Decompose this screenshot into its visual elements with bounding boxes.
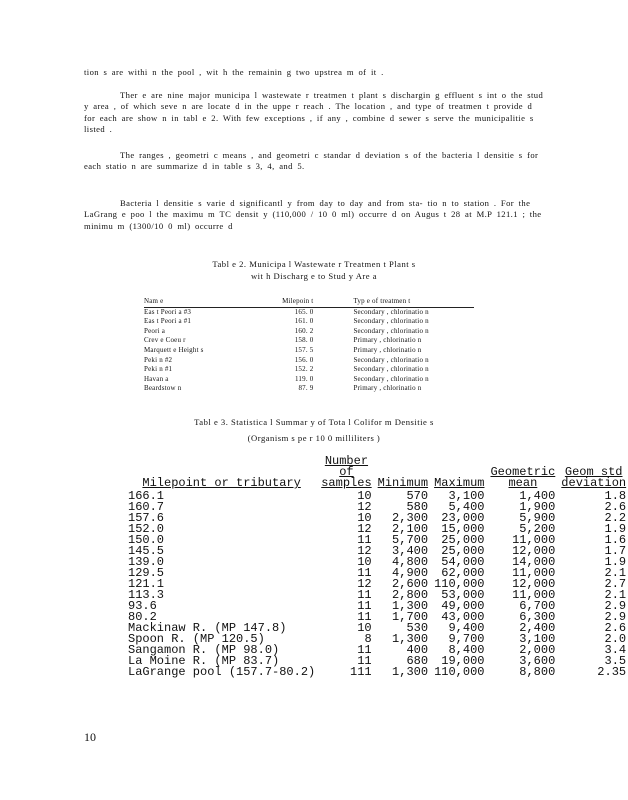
table2-row: [144, 327, 474, 337]
samples-cell: 12: [357, 544, 372, 558]
maximum-cell: 9,700: [448, 632, 485, 646]
table2-header-milepoint: Milepoin t: [239, 297, 353, 307]
maximum-cell: 9,400: [448, 621, 485, 635]
table3-header-maximum: Maximum: [434, 476, 485, 490]
maximum-cell: 49,000: [441, 599, 485, 613]
samples-cell: 12: [357, 522, 372, 536]
site-cell: 150.0: [128, 533, 165, 547]
geostd-cell: 2.2: [604, 511, 627, 525]
table3-header-geostd: Geom std deviation: [561, 465, 627, 490]
geostd-cell: 3.5: [604, 654, 627, 668]
plant-milepoint: 87. 9: [298, 384, 314, 393]
plant-milepoint: 152. 2: [294, 365, 314, 374]
samples-cell: 11: [357, 654, 372, 668]
geostd-cell: 2.9: [604, 599, 627, 613]
plant-milepoint: 161. 0: [294, 317, 314, 326]
plant-name: Peori a: [144, 326, 166, 335]
table3-header-geomean: Geometric mean: [490, 465, 556, 490]
geomean-cell: 12,000: [512, 577, 556, 591]
plant-milepoint: 119. 0: [294, 374, 314, 383]
table2-header-row: [144, 297, 474, 307]
plant-milepoint: 156. 0: [294, 355, 314, 364]
samples-cell: 10: [357, 511, 372, 525]
site-cell: 160.7: [128, 500, 165, 514]
plant-name: Eas t Peori a #3: [144, 307, 192, 316]
minimum-cell: 680: [406, 654, 429, 668]
plant-treatment: Secondary , chlorinatio n: [353, 326, 429, 335]
site-cell: 80.2: [128, 610, 157, 624]
maximum-cell: 3,100: [448, 489, 485, 503]
site-cell: 166.1: [128, 489, 165, 503]
minimum-cell: 1,300: [392, 599, 429, 613]
table3-header-samples: Number of samples: [321, 454, 372, 490]
paragraph-treatment-plants: Ther e are nine major municipa l wastewate r treatmen t plant s dischargin g effluent s int o the stud y area , of which seve n are locate d in the uppe r reach . The location , and type of treatmen t provide d for each are show n in tabl e 2. With few exceptions , if any , combine d sewer s serve the municipalitie s listed .: [84, 90, 544, 135]
geomean-cell: 11,000: [512, 566, 556, 580]
table3-caption: Tabl e 3. Statistica l Summar y of Tota l Colifor m Densitie s: [194, 417, 434, 427]
plant-treatment: Secondary , chlorinatio n: [353, 317, 429, 326]
site-cell: La Moine R. (MP 83.7): [128, 654, 280, 668]
page-number: 10: [84, 730, 96, 744]
geomean-cell: 6,300: [519, 610, 556, 624]
samples-cell: 111: [350, 665, 372, 679]
table2-header-name: Nam e: [144, 297, 239, 307]
minimum-cell: 4,800: [392, 555, 429, 569]
site-cell: 152.0: [128, 522, 165, 536]
table2-row: [144, 317, 474, 327]
maximum-cell: 15,000: [441, 522, 485, 536]
paragraph-statistics: The ranges , geometri c means , and geometri c standar d deviation s of the bacteria l densitie s for each statio n are summarize d in table s 3, 4, and 5.: [84, 150, 539, 172]
plant-milepoint: 158. 0: [294, 336, 314, 345]
geostd-cell: 2.0: [604, 632, 627, 646]
table2-header-treatment: Typ e of treatmen t: [353, 297, 474, 307]
table2-row: [144, 365, 474, 375]
site-cell: LaGrange pool (157.7-80.2): [128, 665, 316, 679]
geomean-cell: 14,000: [512, 555, 556, 569]
minimum-cell: 2,600: [392, 577, 429, 591]
plant-name: Peki n #1: [144, 365, 173, 374]
geomean-cell: 3,100: [519, 632, 556, 646]
geostd-cell: 1.8: [604, 489, 627, 503]
geomean-cell: 6,700: [519, 599, 556, 613]
maximum-cell: 110,000: [434, 665, 485, 679]
plant-treatment: Primary , chlorinatio n: [353, 345, 422, 354]
maximum-cell: 110,000: [434, 577, 485, 591]
geostd-cell: 1.9: [604, 522, 627, 536]
minimum-cell: 580: [406, 500, 429, 514]
samples-cell: 11: [357, 599, 372, 613]
samples-cell: 10: [357, 489, 372, 503]
geostd-cell: 2.6: [604, 621, 627, 635]
plant-treatment: Secondary , chlorinatio n: [353, 307, 429, 316]
plant-milepoint: 160. 2: [294, 326, 314, 335]
samples-cell: 10: [357, 621, 372, 635]
samples-cell: 11: [357, 610, 372, 624]
maximum-cell: 8,400: [448, 643, 485, 657]
table3-row: [128, 667, 628, 678]
geomean-cell: 3,600: [519, 654, 556, 668]
site-cell: 139.0: [128, 555, 165, 569]
samples-cell: 11: [357, 533, 372, 547]
plant-name: Peki n #2: [144, 355, 173, 364]
geostd-cell: 2.7: [604, 577, 627, 591]
site-cell: 145.5: [128, 544, 165, 558]
maximum-cell: 25,000: [441, 533, 485, 547]
geostd-cell: 2.1: [604, 588, 627, 602]
table2-caption: Tabl e 2. Municipa l Wastewate r Treatmen t Plant s: [212, 259, 416, 269]
table3-coliform-summary: [128, 456, 628, 678]
minimum-cell: 4,900: [392, 566, 429, 580]
minimum-cell: 3,400: [392, 544, 429, 558]
table2-row: [144, 356, 474, 366]
samples-cell: 8: [364, 632, 372, 646]
minimum-cell: 5,700: [392, 533, 429, 547]
geomean-cell: 8,800: [519, 665, 556, 679]
table2-row: [144, 375, 474, 385]
table2-caption-line2: wit h Discharg e to Stud y Are a: [250, 271, 378, 281]
table2-row: [144, 346, 474, 356]
minimum-cell: 2,800: [392, 588, 429, 602]
site-cell: 129.5: [128, 566, 165, 580]
plant-milepoint: 165. 0: [294, 307, 314, 316]
maximum-cell: 5,400: [448, 500, 485, 514]
geomean-cell: 12,000: [512, 544, 556, 558]
site-cell: Spoon R. (MP 120.5): [128, 632, 265, 646]
table3-header-row: [128, 456, 628, 491]
samples-cell: 11: [357, 643, 372, 657]
plant-treatment: Secondary , chlorinatio n: [353, 374, 429, 383]
geomean-cell: 2,000: [519, 643, 556, 657]
table3-caption-line2: (Organism s pe r 10 0 milliliters ): [247, 433, 381, 443]
maximum-cell: 19,000: [441, 654, 485, 668]
plant-name: Crev e Coeu r: [144, 336, 186, 345]
site-cell: 157.6: [128, 511, 165, 525]
table2-row: [144, 307, 474, 317]
geomean-cell: 1,900: [519, 500, 556, 514]
minimum-cell: 2,300: [392, 511, 429, 525]
geostd-cell: 3.4: [604, 643, 627, 657]
geostd-cell: 1.9: [604, 555, 627, 569]
plant-name: Eas t Peori a #1: [144, 317, 192, 326]
minimum-cell: 530: [406, 621, 429, 635]
maximum-cell: 43,000: [441, 610, 485, 624]
samples-cell: 10: [357, 555, 372, 569]
maximum-cell: 25,000: [441, 544, 485, 558]
maximum-cell: 23,000: [441, 511, 485, 525]
table3-header-minimum: Minimum: [377, 476, 429, 490]
samples-cell: 11: [357, 588, 372, 602]
geostd-cell: 2.1: [604, 566, 627, 580]
plant-treatment: Primary , chlorinatio n: [353, 336, 422, 345]
plant-name: Havan a: [144, 374, 169, 383]
geostd-cell: 1.7: [604, 544, 627, 558]
site-cell: Sangamon R. (MP 98.0): [128, 643, 280, 657]
plant-milepoint: 157. 5: [294, 345, 314, 354]
geostd-cell: 2.35: [597, 665, 627, 679]
samples-cell: 12: [357, 500, 372, 514]
plant-name: Marquett e Height s: [144, 345, 204, 354]
samples-cell: 11: [357, 566, 372, 580]
plant-treatment: Primary , chlorinatio n: [353, 384, 422, 393]
site-cell: 121.1: [128, 577, 165, 591]
site-cell: 93.6: [128, 599, 157, 613]
minimum-cell: 570: [406, 489, 429, 503]
maximum-cell: 62,000: [441, 566, 485, 580]
plant-name: Beardstow n: [144, 384, 182, 393]
minimum-cell: 1,700: [392, 610, 429, 624]
geomean-cell: 2,400: [519, 621, 556, 635]
maximum-cell: 53,000: [441, 588, 485, 602]
minimum-cell: 2,100: [392, 522, 429, 536]
site-cell: 113.3: [128, 588, 165, 602]
samples-cell: 12: [357, 577, 372, 591]
table2-treatment-plants: [144, 297, 474, 394]
table2-row: [144, 384, 474, 394]
geomean-cell: 5,900: [519, 511, 556, 525]
minimum-cell: 400: [406, 643, 429, 657]
geomean-cell: 1,400: [519, 489, 556, 503]
table3-header-milepoint: Milepoint or tributary: [142, 476, 301, 490]
geomean-cell: 11,000: [512, 533, 556, 547]
geomean-cell: 5,200: [519, 522, 556, 536]
maximum-cell: 54,000: [441, 555, 485, 569]
plant-treatment: Secondary , chlorinatio n: [353, 365, 429, 374]
geostd-cell: 2.6: [604, 500, 627, 514]
paragraph-continuation: tion s are withi n the pool , wit h the remainin g two upstrea m of it .: [84, 67, 384, 77]
plant-treatment: Secondary , chlorinatio n: [353, 355, 429, 364]
site-cell: Mackinaw R. (MP 147.8): [128, 621, 287, 635]
geostd-cell: 1.6: [604, 533, 627, 547]
minimum-cell: 1,300: [392, 632, 429, 646]
minimum-cell: 1,300: [392, 665, 429, 679]
paragraph-bacterial-densities: Bacteria l densitie s varie d significantl y from day to day and from sta- tio n to station . For the LaGrang e poo l the maximu m TC densit y (110,000 / 10 0 ml) occurre d on Augus t 28 at M.P 121.1 ; the minimu m (1300/10 0 ml) occurre d: [84, 198, 542, 231]
table2-row: [144, 336, 474, 346]
geomean-cell: 11,000: [512, 588, 556, 602]
geostd-cell: 2.9: [604, 610, 627, 624]
